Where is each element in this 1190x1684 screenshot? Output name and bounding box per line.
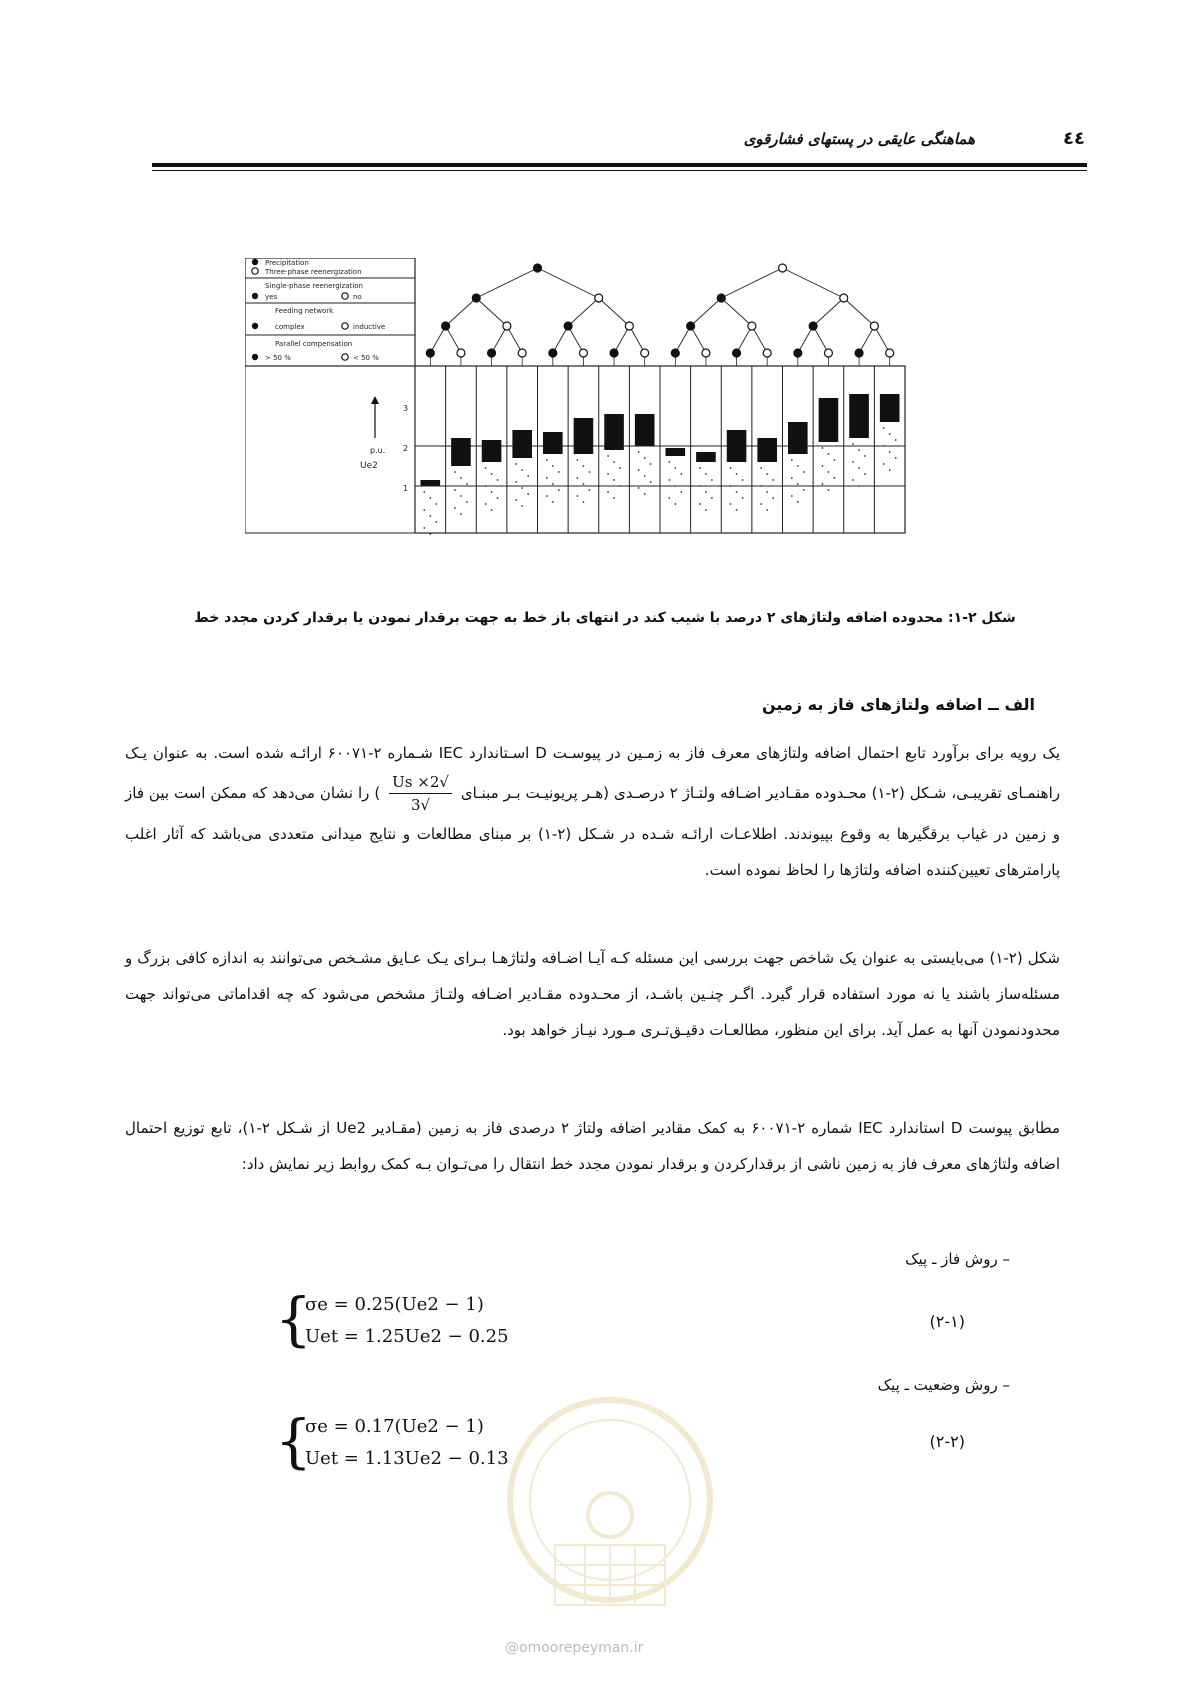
speckle-dot (760, 485, 762, 487)
speckle-dot (674, 467, 676, 469)
speckle-dot (760, 503, 762, 505)
speckle-dot (803, 489, 805, 491)
bullet-case-peak: – روش وضعیت ـ پیک (877, 1376, 1010, 1394)
y-tick-2: 2 (403, 444, 409, 453)
tree-node-open (840, 294, 848, 302)
equation-brace: { (275, 1285, 312, 1353)
tree-node-filled (717, 294, 725, 302)
speckle-dot (558, 471, 560, 473)
equation-1 (275, 1285, 535, 1360)
tree-node-filled (549, 349, 557, 357)
legend-open-dot-3 (342, 323, 348, 329)
speckle-dot (552, 483, 554, 485)
tree-branch (798, 326, 813, 353)
tree-node-open (702, 349, 710, 357)
speckle-dot (552, 501, 554, 503)
speckle-dot (491, 509, 493, 511)
speckle-dot (791, 495, 793, 497)
tree-node-filled (687, 322, 695, 330)
speckle-dot (699, 503, 701, 505)
speckle-dot (638, 451, 640, 453)
running-title: هماهنگی عایقی در پستهای فشارقوی (743, 130, 975, 148)
legend-filled-dot-4 (252, 354, 258, 360)
range-bar (849, 394, 869, 438)
tree-node-open (457, 349, 465, 357)
speckle-dot (889, 451, 891, 453)
speckle-dot (766, 509, 768, 511)
speckle-dot (889, 469, 891, 471)
speckle-dot (485, 503, 487, 505)
speckle-dot (852, 443, 854, 445)
legend-filled-dot-2 (252, 293, 258, 299)
speckle-dot (429, 497, 431, 499)
speckle-dot (791, 477, 793, 479)
paragraph-1-part-a: یک رویه برای برآورد تابع احتمال اضافه ولتاژهای معرف فاز به زمـین در پیوسـت D اسـتاندارد IEC شـماره ۲-۶۰۰۷۱ ارائـه شده است. به عنوان یـک راهنمـای تقریبـی، شـکل (۲-۱) محـدوده مقـادیر اضـافه ولتـاژ ۲ درصـدی (هـر پریونیـت بـر مبنـای (125, 744, 1061, 802)
speckle-dot (546, 459, 548, 461)
tree-node-open (595, 294, 603, 302)
speckle-dot (423, 509, 425, 511)
speckle-dot (680, 473, 682, 475)
speckle-dot (619, 485, 621, 487)
speckle-dot (711, 497, 713, 499)
tree-branch (507, 326, 522, 353)
speckle-dot (766, 491, 768, 493)
speckle-dot (730, 467, 732, 469)
tree-node-filled (794, 349, 802, 357)
speckle-dot (699, 467, 701, 469)
speckle-dot (638, 469, 640, 471)
legend-open-dot-1 (252, 268, 258, 274)
speckle-dot (521, 505, 523, 507)
tree-branch (844, 298, 875, 326)
equation-1-line-1: σe = 0.25(Ue2 − 1) (305, 1294, 484, 1315)
speckle-dot (607, 473, 609, 475)
range-bar (421, 480, 441, 486)
speckle-dot (852, 479, 854, 481)
speckle-dot (705, 509, 707, 511)
speckle-dot (650, 481, 652, 483)
speckle-dot (577, 495, 579, 497)
speckle-dot (772, 479, 774, 481)
tree-node-open (886, 349, 894, 357)
speckle-dot (546, 477, 548, 479)
speckle-dot (736, 491, 738, 493)
range-bar (451, 438, 471, 466)
speckle-dot (460, 513, 462, 515)
speckle-dot (883, 445, 885, 447)
watermark-url: @omoorepeyman.ir (505, 1640, 644, 1656)
header-rule-thick (152, 163, 1087, 167)
voltage-fraction (389, 771, 452, 816)
speckle-dot (822, 483, 824, 485)
speckle-dot (497, 497, 499, 499)
speckle-dot (797, 501, 799, 503)
tree-branch (691, 326, 706, 353)
tree-node-filled (855, 349, 863, 357)
speckle-dot (527, 475, 529, 477)
tree-branch (568, 326, 583, 353)
tree-node-open (824, 349, 832, 357)
speckle-dot (497, 479, 499, 481)
speckle-dot (680, 491, 682, 493)
tree-node-open (763, 349, 771, 357)
speckle-dot (895, 439, 897, 441)
range-bar (543, 432, 563, 454)
tree-branch (629, 326, 644, 353)
tree-branch (568, 298, 599, 326)
speckle-dot (803, 471, 805, 473)
speckle-dot (742, 497, 744, 499)
speckle-dot (515, 499, 517, 501)
tree-node-open (870, 322, 878, 330)
tree-branch (614, 326, 629, 353)
tree-branch (813, 326, 828, 353)
overvoltage-range-figure (245, 258, 965, 583)
legend-text-parallel-compensation: Parallel compensation (275, 340, 353, 348)
speckle-dot (828, 489, 830, 491)
speckle-dot (485, 485, 487, 487)
legend-text-precipitation: Precipitation (265, 259, 309, 267)
paragraph-3: مطابق پیوست D استاندارد IEC شماره ۲-۶۰۰۷۱ به کمک مقادیر اضافه ولتاژ ۲ درصدی فاز به زمین (مقـادیر Ue2 از شـکل ۲-۱)، تابع توزیع احتمال اضافه ولتاژهای معرف فاز به زمین ناشی از برقدارکردن و برقدار نمودن مجدد خط انتقال را می‌تـوان بـه کمک روابط زیر نمایش داد: (125, 1119, 1060, 1173)
speckle-dot (730, 503, 732, 505)
speckle-dot (834, 459, 836, 461)
tree-branch (737, 326, 752, 353)
tree-branch (813, 298, 844, 326)
speckle-dot (668, 461, 670, 463)
speckle-dot (668, 479, 670, 481)
speckle-dot (760, 467, 762, 469)
tree-branch (476, 268, 537, 298)
speckle-dot (864, 455, 866, 457)
speckle-dot (895, 457, 897, 459)
speckle-dot (644, 493, 646, 495)
range-bar (635, 414, 655, 446)
speckle-dot (650, 463, 652, 465)
speckle-dot (858, 467, 860, 469)
speckle-dot (705, 473, 707, 475)
tree-branch (859, 326, 874, 353)
speckle-dot (736, 509, 738, 511)
speckle-dot (429, 533, 431, 535)
range-bar (666, 448, 686, 456)
speckle-dot (454, 471, 456, 473)
decision-tree (426, 264, 893, 366)
legend-open-dot-2 (342, 293, 348, 299)
speckle-dot (485, 467, 487, 469)
speckle-dot (613, 461, 615, 463)
speckle-dot (521, 469, 523, 471)
tree-branch (446, 326, 461, 353)
speckle-dot (828, 453, 830, 455)
fraction-numerator: √2× Us (389, 771, 452, 794)
speckle-dot (460, 495, 462, 497)
speckle-dot (766, 473, 768, 475)
speckle-dot (521, 487, 523, 489)
legend-text-lt-50: < 50 % (353, 354, 379, 362)
speckle-dot (797, 465, 799, 467)
tree-branch (538, 268, 599, 298)
speckle-dot (454, 507, 456, 509)
speckle-dot (577, 477, 579, 479)
tree-branch (752, 326, 767, 353)
speckle-dot (577, 459, 579, 461)
speckle-dot (583, 483, 585, 485)
speckle-dot (705, 491, 707, 493)
speckle-dot (491, 491, 493, 493)
tree-branch (492, 326, 507, 353)
speckle-dot (736, 473, 738, 475)
speckle-dot (429, 515, 431, 517)
equation-1-number: (۲-۱) (929, 1312, 965, 1331)
speckle-dot (883, 463, 885, 465)
tree-node-filled (610, 349, 618, 357)
legend-text-feeding-network: Feeding network (275, 307, 334, 315)
speckle-dot (607, 455, 609, 457)
speckle-dot (858, 485, 860, 487)
speckle-dot (674, 485, 676, 487)
tree-branch (430, 326, 445, 353)
speckle-dot (491, 473, 493, 475)
paragraph-1 (125, 735, 1060, 888)
speckle-dot (644, 475, 646, 477)
speckle-dot (797, 483, 799, 485)
page-header (150, 128, 1085, 156)
fraction-denominator: √3 (411, 796, 431, 814)
range-bar (880, 394, 900, 422)
equation-2-number: (۲-۲) (929, 1432, 965, 1451)
tree-branch (599, 298, 630, 326)
speckle-dot (742, 479, 744, 481)
tree-node-open (748, 322, 756, 330)
range-bar (574, 418, 594, 454)
equation-2-line-2: Uet = 1.13Ue2 − 0.13 (305, 1448, 509, 1469)
figure-caption: شکل ۲-۱: محدوده اضافه ولتاژهای ۲ درصد با شیب کند در انتهای باز خط به جهت برقدار نمودن یا برقدار کردن مجدد خط (194, 610, 1016, 626)
y-axis-label: Ue2 (360, 461, 378, 471)
range-bar (482, 440, 502, 462)
speckle-dot (527, 493, 529, 495)
speckle-dot (822, 465, 824, 467)
speckle-dot (466, 483, 468, 485)
tree-node-open (518, 349, 526, 357)
range-bar (696, 452, 716, 462)
watermark-seal (495, 1385, 725, 1635)
speckle-dot (883, 427, 885, 429)
tree-node-filled (534, 264, 542, 272)
speckle-dot (423, 491, 425, 493)
speckle-dot (435, 521, 437, 523)
speckle-dot (834, 477, 836, 479)
speckle-dot (772, 497, 774, 499)
tree-branch (675, 326, 690, 353)
equation-brace: { (275, 1407, 312, 1475)
speckle-dot (583, 501, 585, 503)
paragraph-2: شکل (۲-۱) می‌بایستی به عنوان یک شاخص جهت بررسی این مسئله کـه آیـا اضـافه ولتاژهـا بـرای یـک عـایق مشـخص می‌توانند به اندازه کافی بزرگ و مسئله‌ساز باشند یا نه مورد استفاده قرار گیرد. اگـر چنـین باشـد، از محـدوده مقـادیر اضـافه ولتـاژ مشخص می‌شود که چه اقداماتی می‌تواند جهت محدودنمودن آنها به عمل آید. برای این منظور، مطالعـات دقیـق‌تـری مـورد نیـاز خواهد بود. (125, 949, 1060, 1039)
legend-open-dot-4 (342, 354, 348, 360)
speckle-dot (828, 471, 830, 473)
legend-text-yes: yes (265, 293, 278, 301)
tree-node-open (579, 349, 587, 357)
tree-branch (783, 268, 844, 298)
speckle-dot (791, 459, 793, 461)
tree-node-filled (564, 322, 572, 330)
tree-node-filled (442, 322, 450, 330)
bullet-phase-peak: – روش فاز ـ پیک (905, 1250, 1010, 1268)
tree-node-open (625, 322, 633, 330)
y-tick-3: 3 (403, 404, 409, 413)
tree-node-open (503, 322, 511, 330)
legend-filled-dot-3 (252, 323, 258, 329)
speckle-dot (435, 503, 437, 505)
speckle-dot (822, 447, 824, 449)
legend-text-three-phase: Three-phase reenergization (265, 268, 362, 276)
speckle-dot (711, 479, 713, 481)
legend-text-single-phase: Single-phase reenergization (265, 282, 363, 290)
paragraph-1-part-b: ) را نشان می‌دهد که ممکن است بین فاز و زمین در غیاب برقگیرها به وقوع بپیوندند. اطلاعـات ارائـه شـده در شـکل (۲-۱) بر مبنای مطالعات و نتایج میدانی متعددی می‌باشد که آثار اغلب پارامترهای تعیین‌کننده اضافه ولتاژها را لحاظ نموده است. (125, 784, 1060, 879)
y-axis-block (360, 396, 408, 493)
speckle-dot (619, 467, 621, 469)
speckle-dot (852, 461, 854, 463)
tree-node-open (779, 264, 787, 272)
speckle-dot (674, 503, 676, 505)
equation-1-line-2: Uet = 1.25Ue2 − 0.25 (305, 1326, 509, 1347)
tree-node-open (641, 349, 649, 357)
tree-branch (446, 298, 477, 326)
speckle-dot (583, 465, 585, 467)
speckle-dot (730, 485, 732, 487)
speckle-dot (546, 495, 548, 497)
legend-filled-dot-1 (252, 259, 258, 265)
tree-branch (721, 298, 752, 326)
legend-text-inductive: inductive (353, 323, 386, 331)
header-rule-thin (152, 170, 1087, 171)
speckle-dot (889, 433, 891, 435)
tree-node-filled (733, 349, 741, 357)
tree-branch (721, 268, 782, 298)
legend-text-complex: complex (275, 323, 305, 331)
page-number: ٤٤ (1063, 128, 1085, 149)
tree-branch (476, 298, 507, 326)
range-bar (757, 438, 777, 462)
range-bar (819, 398, 839, 442)
speckle-dot (644, 457, 646, 459)
tree-branch (874, 326, 889, 353)
legend-text-gt-50: > 50 % (265, 354, 291, 362)
section-title: الف ــ اضافه ولتاژهای فاز به زمین (762, 695, 1035, 714)
equation-2-line-1: σe = 0.17(Ue2 − 1) (305, 1416, 484, 1437)
tree-branch (691, 298, 722, 326)
speckle-dot (607, 491, 609, 493)
speckle-dot (466, 501, 468, 503)
speckle-dot (858, 449, 860, 451)
speckle-dot (460, 477, 462, 479)
speckle-dot (515, 481, 517, 483)
speckle-dot (589, 489, 591, 491)
speckle-dot (423, 527, 425, 529)
speckle-dot (699, 485, 701, 487)
speckle-dot (638, 487, 640, 489)
tree-node-filled (472, 294, 480, 302)
legend-text-no: no (353, 293, 362, 301)
speckle-dot (552, 465, 554, 467)
speckle-dot (668, 497, 670, 499)
tree-branch (553, 326, 568, 353)
speckle-dot (613, 497, 615, 499)
y-tick-1: 1 (403, 484, 409, 493)
range-bar (788, 422, 808, 454)
speckle-dot (454, 489, 456, 491)
y-axis-unit: p.u. (370, 446, 386, 455)
speckle-dot (613, 479, 615, 481)
tree-node-filled (809, 322, 817, 330)
range-bar (727, 430, 747, 462)
speckle-dot (864, 473, 866, 475)
tree-node-filled (671, 349, 679, 357)
speckle-dot (515, 463, 517, 465)
tree-node-filled (488, 349, 496, 357)
speckle-dot (589, 471, 591, 473)
range-bar (604, 414, 624, 450)
range-bar (512, 430, 532, 458)
tree-node-filled (426, 349, 434, 357)
speckle-dot (558, 489, 560, 491)
